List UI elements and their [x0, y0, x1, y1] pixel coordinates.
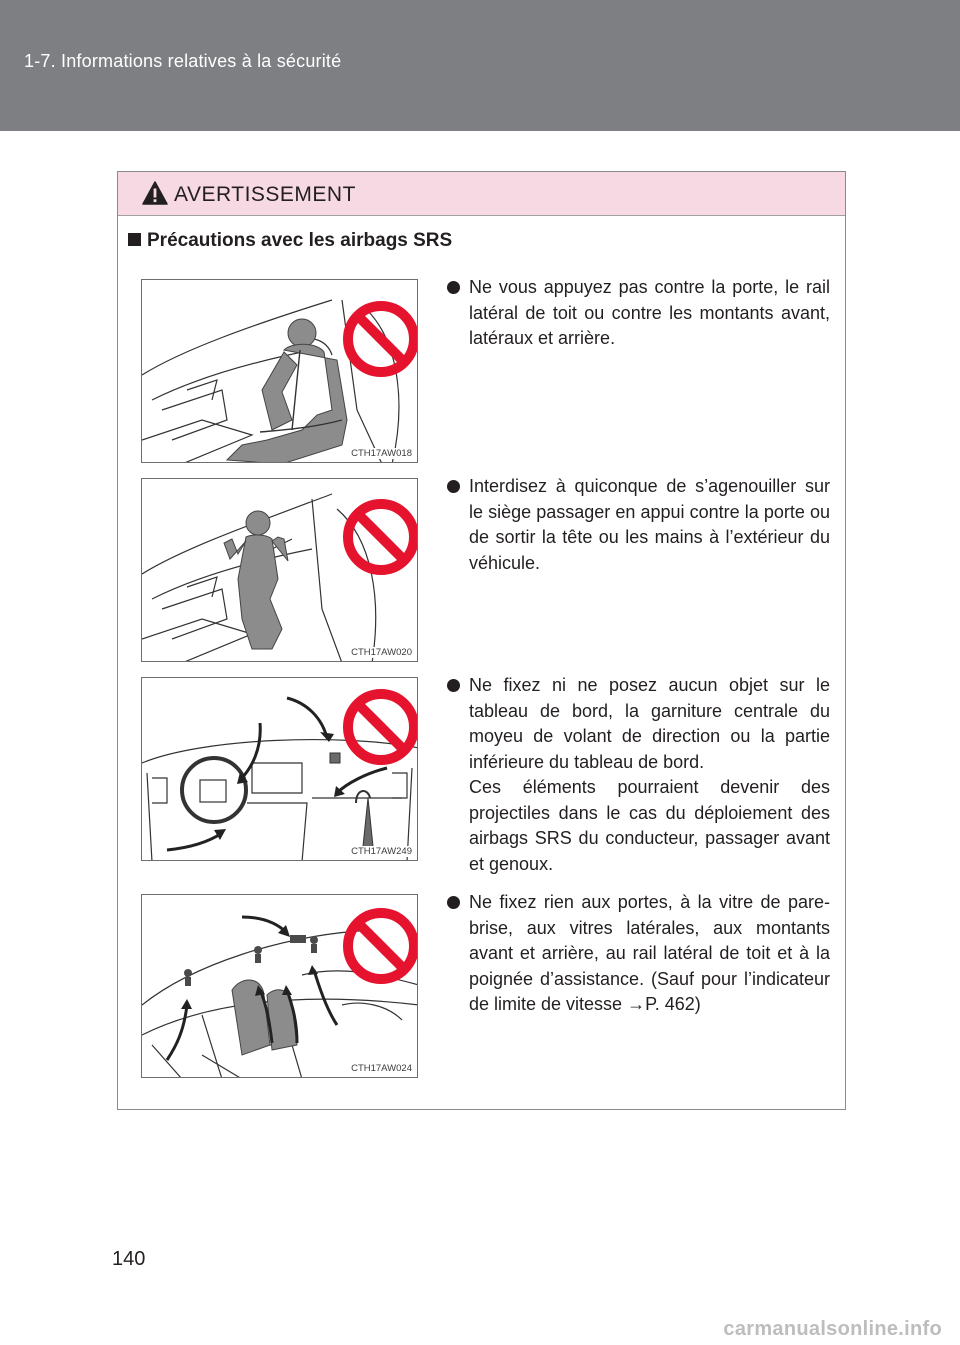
prohibition-icon	[348, 694, 414, 760]
figure-dashboard-objects	[141, 677, 418, 861]
warning-header	[118, 172, 845, 216]
warning-item-3	[447, 673, 830, 877]
round-bullet-icon	[447, 281, 460, 294]
item-text-continued: Ces éléments pourraient devenir des projectiles dans le cas du déploiement des airbags SRS du conducteur, passager avant et genoux.	[469, 777, 830, 874]
warning-box	[117, 171, 846, 1110]
warning-item-2	[447, 474, 830, 576]
figure-interior-attachments	[141, 894, 418, 1078]
item-text: Ne fixez rien aux portes, à la vitre de pare-brise, aux vitres latérales, aux montants avant et arrière, au rail latéral de toit et à la poignée d’assistance. (Sauf pour l’indicateur de limite de vitesse →P. 462)	[469, 892, 830, 1014]
page-number: 140	[112, 1248, 146, 1270]
figure-illustration	[142, 678, 418, 861]
round-bullet-icon	[447, 480, 460, 493]
prohibition-icon	[348, 504, 414, 570]
figure-illustration	[142, 479, 418, 662]
warning-title: AVERTISSEMENT	[174, 183, 356, 206]
figure-code: CTH17AW018	[351, 448, 412, 459]
warning-item-4	[447, 890, 830, 1018]
header-band	[0, 0, 960, 131]
subheading-text: Précautions avec les airbags SRS	[147, 230, 453, 251]
figure-lean-door	[141, 279, 418, 463]
prohibition-icon	[348, 913, 414, 979]
figure-code: CTH17AW020	[351, 647, 412, 658]
section-title: 1-7. Informations relatives à la sécurité	[24, 51, 342, 71]
item-text: Interdisez à quiconque de s’agenouiller sur le siège passager en appui contre la porte ou de sortir la tête ou les mains à l’extérieur du véhicule.	[469, 476, 830, 573]
figure-illustration	[142, 895, 418, 1078]
square-bullet-icon	[128, 233, 141, 246]
figure-code: CTH17AW249	[351, 846, 412, 857]
prohibition-icon	[348, 306, 414, 372]
figure-code: CTH17AW024	[351, 1063, 412, 1074]
warning-item-1	[447, 275, 830, 352]
warning-triangle-icon	[142, 181, 168, 205]
item-text: Ne vous appuyez pas contre la porte, le rail latéral de toit ou contre les montants avant, latéraux et arrière.	[469, 277, 830, 348]
subheading	[128, 230, 452, 252]
item-text: Ne fixez ni ne posez aucun objet sur le tableau de bord, la garniture centrale du moyeu de volant de direction ou la partie inférieure du tableau de bord.	[469, 675, 830, 772]
round-bullet-icon	[447, 896, 460, 909]
figure-kneel-seat	[141, 478, 418, 662]
watermark: carmanualsonline.info	[723, 1318, 942, 1340]
round-bullet-icon	[447, 679, 460, 692]
figure-illustration	[142, 280, 418, 463]
